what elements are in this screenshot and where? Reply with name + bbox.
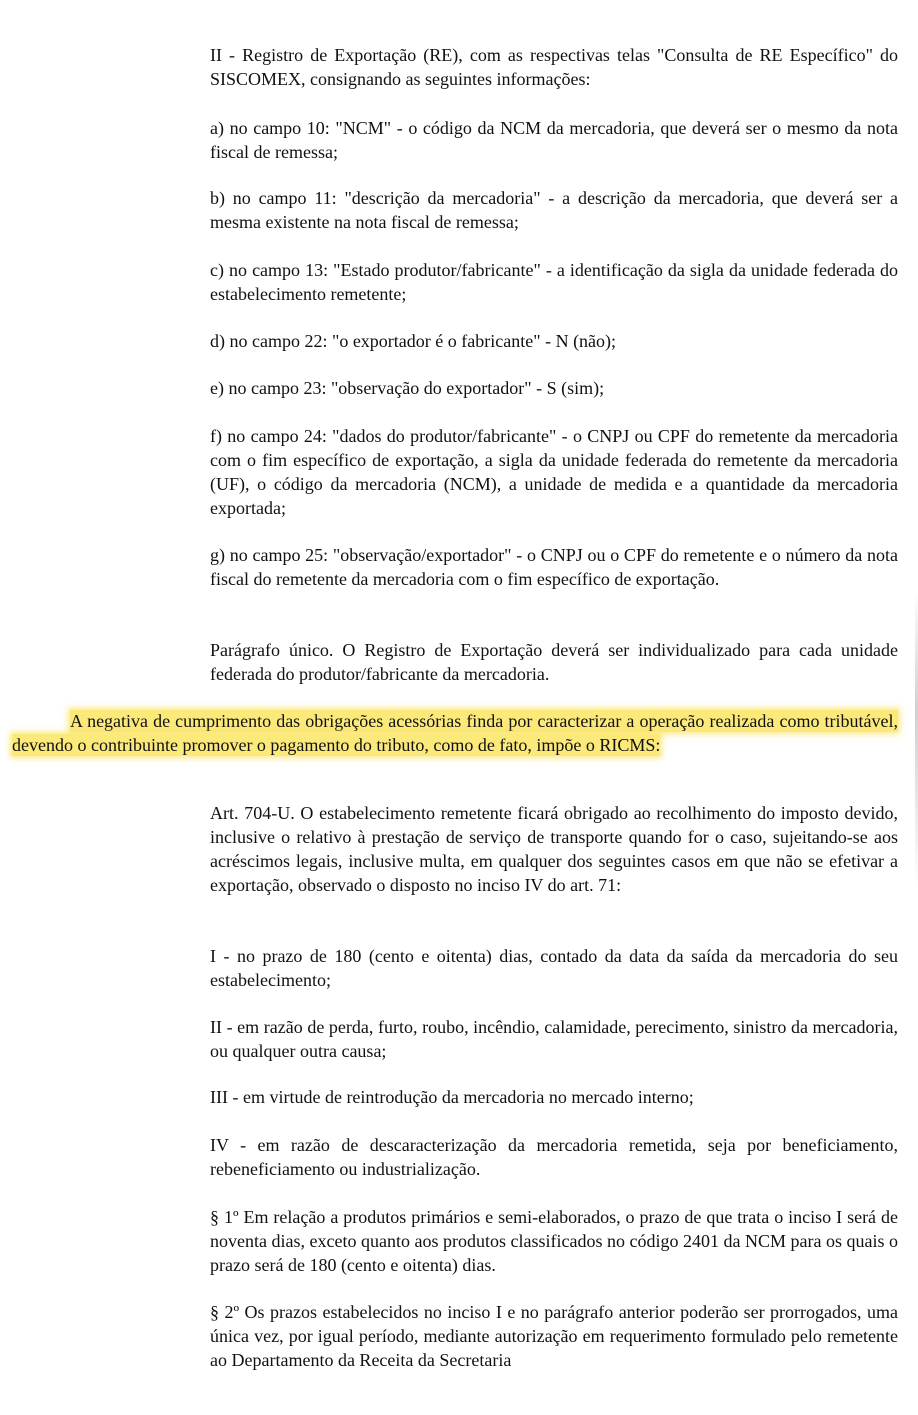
quote-paragraph: II - em razão de perda, furto, roubo, incêndio, calamidade, perecimento, sinistro da mercadoria, ou qualquer outra causa; — [210, 1017, 898, 1061]
quote-paragraph: II - Registro de Exportação (RE), com as respectivas telas "Consulta de RE Específico" do SISCOMEX, consignando as seguintes informações: — [210, 45, 898, 89]
quote-item-a — [210, 116, 898, 164]
quote-paragraph: a) no campo 10: "NCM" - o código da NCM da mercadoria, que deverá ser o mesmo da nota fiscal de remessa; — [210, 118, 898, 162]
quote-paragraph: § 1º Em relação a produtos primários e semi-elaborados, o prazo de que trata o inciso I será de noventa dias, exceto quanto aos produtos classificados no código 2401 da NCM para os quais o prazo será de 180 (cento e oitenta) dias. — [210, 1207, 898, 1275]
quote-inciso-i — [210, 944, 898, 992]
quote-art-704u — [210, 801, 898, 897]
quote-paragraph: d) no campo 22: "o exportador é o fabricante" - N (não); — [210, 331, 617, 351]
quote-paragraph: § 2º Os prazos estabelecidos no inciso I e no parágrafo anterior poderão ser prorrogados, uma única vez, por igual período, mediante autorização em requerimento formulado pelo remetente ao Departamento da Receita da Secretaria — [210, 1302, 898, 1370]
quote-item-b — [210, 186, 898, 234]
quote-item-e — [210, 376, 898, 400]
quote-item-re — [210, 43, 898, 91]
quote-item-d — [210, 329, 898, 353]
quote-inciso-iv — [210, 1133, 898, 1181]
quote-item-g — [210, 543, 898, 591]
quote-paragraph: III - em virtude de reintrodução da mercadoria no mercado interno; — [210, 1087, 694, 1107]
quote-paragraph: e) no campo 23: "observação do exportador" - S (sim); — [210, 378, 605, 398]
quote-paragraph: Parágrafo único. O Registro de Exportação deverá ser individualizado para cada unidade federada do produtor/fabricante da mercadoria. — [210, 640, 898, 684]
quote-paragraph: g) no campo 25: "observação/exportador" - o CNPJ ou o CPF do remetente e o número da nota fiscal do remetente da mercadoria com o fim específico de exportação. — [210, 545, 898, 589]
quote-paragraph: c) no campo 13: "Estado produtor/fabricante" - a identificação da sigla da unidade federada do estabelecimento remetente; — [210, 260, 898, 304]
quote-paragraph: b) no campo 11: "descrição da mercadoria" - a descrição da mercadoria, que deverá ser a mesma existente na nota fiscal de remessa; — [210, 188, 898, 232]
quote-inciso-ii — [210, 1015, 898, 1063]
highlighted-paragraph — [12, 709, 898, 757]
highlighted-text: A negativa de cumprimento das obrigações acessórias finda por caracterizar a operação realizada como tributável, devendo o contribuinte promover o pagamento do tributo, como de fato, impõe o RICMS: — [12, 711, 898, 755]
quote-paragraph: Art. 704-U. O estabelecimento remetente ficará obrigado ao recolhimento do imposto devido, inclusive o relativo à prestação de serviço de transporte quando for o caso, sujeitando-se aos acréscimos legais, inclusive multa, em qualquer dos seguintes casos em que não se efetivar a exportação, observado o disposto no inciso IV do art. 71: — [210, 803, 898, 895]
quote-item-f — [210, 424, 898, 520]
quote-paragrafo-unico — [210, 638, 898, 686]
quote-inciso-iii — [210, 1085, 898, 1109]
quote-paragrafo-2 — [210, 1300, 898, 1372]
quote-paragrafo-1 — [210, 1205, 898, 1277]
quote-item-c — [210, 258, 898, 306]
quote-paragraph: I - no prazo de 180 (cento e oitenta) dias, contado da data da saída da mercadoria do seu estabelecimento; — [210, 946, 898, 990]
quote-paragraph: f) no campo 24: "dados do produtor/fabricante" - o CNPJ ou CPF do remetente da mercadoria com o fim específico de exportação, a sigla da unidade federada do remetente da mercadoria (UF), o código da mercadoria (NCM), a unidade de medida e a quantidade da mercadoria exportada; — [210, 426, 898, 518]
quote-paragraph: IV - em razão de descaracterização da mercadoria remetida, seja por beneficiamento, rebeneficiamento ou industrialização. — [210, 1135, 898, 1179]
